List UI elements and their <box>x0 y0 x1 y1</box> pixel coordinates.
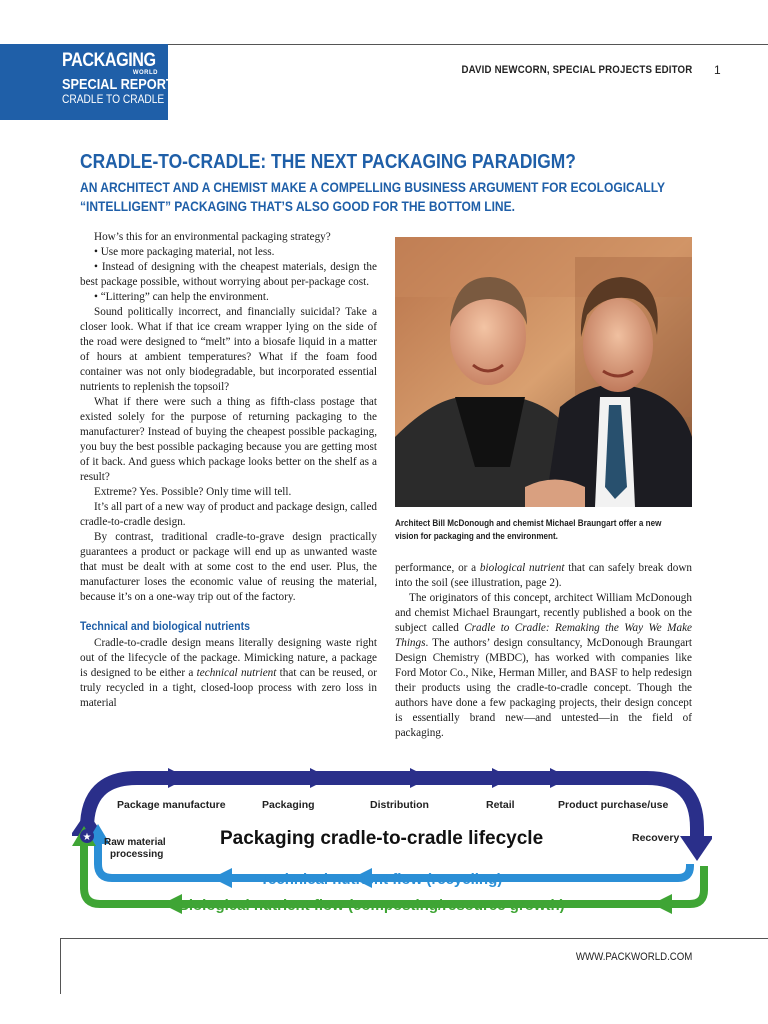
technical-chevron <box>212 868 232 888</box>
body-paragraph: performance, or a biological nutrient that can safely break down into the soil (see illustration, page 2). <box>395 562 693 589</box>
stage-label: Retail <box>486 799 515 811</box>
packaging-world-logo: PACKAGING <box>62 50 156 71</box>
logo-subtitle: WORLD <box>132 70 158 76</box>
portrait-photo <box>395 237 692 507</box>
start-label-line1: Raw material <box>104 837 166 848</box>
bottom-rule <box>60 938 768 939</box>
body-paragraph: Extreme? Yes. Possible? Only time will tell. <box>94 486 292 498</box>
special-report-label: SPECIAL REPORT <box>62 76 174 93</box>
bullet-item: • Use more packaging material, not less. <box>94 246 275 258</box>
lifecycle-diagram-svg <box>72 766 712 926</box>
byline: DAVID NEWCORN, SPECIAL PROJECTS EDITOR <box>461 64 693 76</box>
technical-flow-label: Technical nutrient flow (recycling) <box>260 871 503 888</box>
body-paragraph: What if there were such a thing as fifth-class postage that existed solely for the purpose of returning packaging to the manufacturer? Instead of buying the cheapest possible packaging, you buy the best possible packaging because you are getting most of it back. And guess which package looks better on the shelf as a result? <box>80 396 377 483</box>
biological-flow-label: Biological nutrient flow (composting/resource growth) <box>178 897 565 914</box>
biological-chevron <box>652 894 672 914</box>
stage-label: Distribution <box>370 799 429 811</box>
stage-label: Product purchase/use <box>558 799 669 811</box>
body-paragraph: The originators of this concept, architect William McDonough and chemist Michael Braungart, recently published a book on the subject called Cradle to Cradle: Remaking the Way We Make Things. The authors’ design consultancy, McDonough Braungart Design Chemistry (MBDC), has worked with companies like Ford Motor Co., Nike, Herman Miller, and BASF to help redesign their products using the cradle-to-cradle concept. Though the authors have done a few packaging projects, their design concept is essentially brand new—and untested—in the field of packaging. <box>395 592 692 739</box>
lifecycle-diagram <box>72 766 712 926</box>
body-paragraph: By contrast, traditional cradle-to-grave design practically guarantees a product or package will end up as unwanted waste that must be dealt with at some cost to the end user. Plus, the manufacturer loses the economic value of reusing the material, because it’s on a one-way trip out of the factory. <box>80 531 377 603</box>
body-paragraph: It’s all part of a new way of product and package design, called cradle-to-cradle design. <box>80 501 377 528</box>
series-label: CRADLE TO CRADLE <box>62 92 165 106</box>
stage-label: Package manufacture <box>117 799 226 811</box>
diagram-title: Packaging cradle-to-cradle lifecycle <box>220 828 544 849</box>
body-paragraph: How’s this for an environmental packaging strategy? <box>94 231 331 243</box>
recovery-label: Recovery <box>632 832 680 844</box>
page-number: 1 <box>714 63 721 77</box>
recovery-arrowhead <box>680 836 712 861</box>
headline: CRADLE-TO-CRADLE: THE NEXT PACKAGING PARADIGM? <box>80 151 576 173</box>
start-label <box>104 837 168 860</box>
start-label-line2: processing <box>110 849 164 860</box>
body-paragraph: Cradle-to-cradle design means literally designing waste right out of the lifecycle of the package. Mimicking nature, a package is designed to be either a technical nutrient that can be reused, or truly recycled in a tight, closed-loop process with zero loss in material <box>80 637 377 709</box>
body-column-right <box>395 561 692 741</box>
margin-rule <box>60 938 61 994</box>
bullet-item: • Instead of designing with the cheapest materials, design the best package possible, without worrying about per-package cost. <box>80 261 377 288</box>
body-paragraph: Sound politically incorrect, and financially suicidal? Take a closer look. What if that ice cream wrapper lying on the side of the road were designed to “melt” into a biosafe liquid in a matter of hours at ambient temperatures? What if the foam food container was not only biodegradable, but incorporated essential nutrients to replenish the topsoil? <box>80 306 377 393</box>
body-column-left <box>80 230 377 711</box>
portrait-illustration <box>395 237 692 507</box>
special-report-badge <box>0 44 174 120</box>
bullet-item: • “Littering” can help the environment. <box>94 291 269 303</box>
subheading: Technical and biological nutrients <box>80 619 250 633</box>
deck: AN ARCHITECT AND A CHEMIST MAKE A COMPELLING BUSINESS ARGUMENT FOR ECOLOGICALLY “INTELLIGENT” PACKAGING THAT’S ALSO GOOD FOR THE BOTTOM LINE. <box>80 179 665 214</box>
top-rule <box>168 44 768 45</box>
stage-label: Packaging <box>262 799 315 811</box>
footer-url: WWW.PACKWORLD.COM <box>575 951 693 963</box>
star-glyph: ★ <box>82 832 92 843</box>
photo-caption: Architect Bill McDonough and chemist Michael Braungart offer a new vision for packaging and the environment. <box>395 518 662 541</box>
